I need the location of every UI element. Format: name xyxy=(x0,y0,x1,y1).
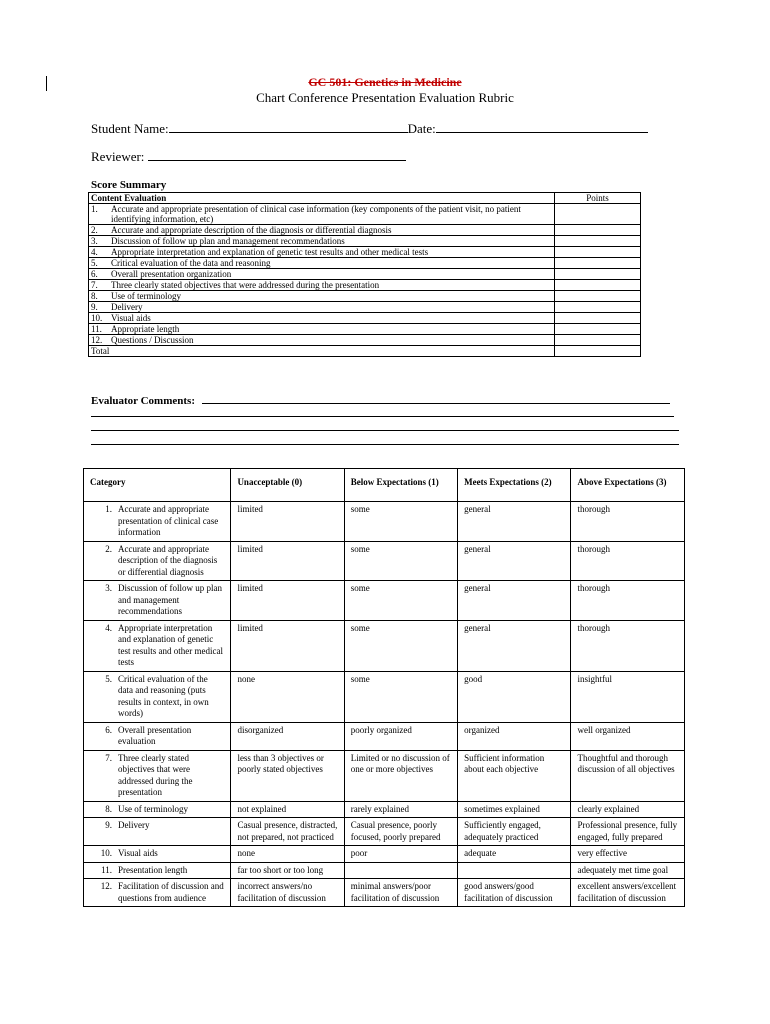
rubric-category-cell xyxy=(84,846,231,863)
summary-points-cell[interactable] xyxy=(555,204,641,225)
rubric-item-number: 5. xyxy=(105,673,112,684)
evaluator-comments-label: Evaluator Comments: xyxy=(91,395,195,407)
rubric-above-expectations-cell: Professional presence, fully engaged, fully prepared xyxy=(571,818,685,846)
rubric-unacceptable-cell: none xyxy=(231,671,344,722)
summary-total-row xyxy=(89,346,641,357)
rubric-item-number: 2. xyxy=(105,543,112,554)
rubric-item-number: 4. xyxy=(105,622,112,633)
rubric-category-text: Critical evaluation of the data and reasoning (puts results in context, in own words) xyxy=(118,673,209,718)
summary-item-text: Three clearly stated objectives that were addressed during the presentation xyxy=(109,280,555,291)
summary-item-text: Overall presentation organization xyxy=(109,269,555,280)
rubric-item-number: 10. xyxy=(100,848,112,858)
summary-row xyxy=(89,335,641,346)
summary-points-cell[interactable] xyxy=(555,225,641,236)
summary-row xyxy=(89,258,641,269)
summary-row xyxy=(89,247,641,258)
rubric-header-unacceptable: Unacceptable (0) xyxy=(231,469,344,502)
rubric-header-below-expectations: Below Expectations (1) xyxy=(344,469,457,502)
rubric-row xyxy=(84,502,685,542)
rubric-category-text: Accurate and appropriate presentation of clinical case information xyxy=(118,504,219,537)
summary-item-number: 12. xyxy=(89,335,110,346)
rubric-category-text: Three clearly stated objectives that were addressed during the presentation xyxy=(118,752,193,797)
total-points-cell[interactable] xyxy=(555,346,641,357)
rubric-above-expectations-cell: thorough xyxy=(571,581,685,621)
rubric-meets-expectations-cell: Sufficiently engaged, adequately practiced xyxy=(458,818,571,846)
summary-item-number: 9. xyxy=(89,302,110,313)
evaluator-comments-row xyxy=(91,395,195,407)
rubric-above-expectations-cell: well organized xyxy=(571,722,685,750)
rubric-row xyxy=(84,862,685,879)
rubric-item-number: 6. xyxy=(105,724,112,735)
summary-row xyxy=(89,280,641,291)
rubric-meets-expectations-cell: Sufficient information about each objective xyxy=(458,750,571,801)
rubric-below-expectations-cell: poorly organized xyxy=(344,722,457,750)
rubric-header-above-expectations: Above Expectations (3) xyxy=(571,469,685,502)
summary-row xyxy=(89,302,641,313)
summary-row xyxy=(89,204,641,225)
rubric-above-expectations-cell: thorough xyxy=(571,620,685,671)
rubric-header-category: Category xyxy=(84,469,231,502)
date-field[interactable] xyxy=(436,121,648,133)
rubric-meets-expectations-cell: good xyxy=(458,671,571,722)
rubric-below-expectations-cell: some xyxy=(344,541,457,581)
summary-row xyxy=(89,236,641,247)
summary-row xyxy=(89,291,641,302)
rubric-meets-expectations-cell: organized xyxy=(458,722,571,750)
rubric-category-text: Delivery xyxy=(118,820,150,830)
comments-line-1[interactable] xyxy=(202,403,670,404)
rubric-below-expectations-cell: some xyxy=(344,502,457,542)
summary-item-text: Critical evaluation of the data and reasoning xyxy=(109,258,555,269)
rubric-unacceptable-cell: Casual presence, distracted, not prepared, not practiced xyxy=(231,818,344,846)
summary-item-text: Appropriate interpretation and explanation of genetic test results and other medical tests xyxy=(109,247,555,258)
rubric-item-number: 8. xyxy=(105,803,112,814)
rubric-above-expectations-cell: adequately met time goal xyxy=(571,862,685,879)
rubric-row xyxy=(84,846,685,863)
rubric-row xyxy=(84,671,685,722)
rubric-row xyxy=(84,818,685,846)
summary-item-number: 3. xyxy=(89,236,110,247)
rubric-category-cell xyxy=(84,502,231,542)
rubric-below-expectations-cell: rarely explained xyxy=(344,801,457,818)
rubric-category-text: Presentation length xyxy=(118,864,188,875)
comments-line-3[interactable] xyxy=(91,430,679,431)
summary-item-text: Accurate and appropriate presentation of clinical case information (key components of the patient visit, no patient identifying information, etc) xyxy=(109,204,555,225)
summary-item-number: 1. xyxy=(89,204,110,225)
summary-item-number: 5. xyxy=(89,258,110,269)
rubric-unacceptable-cell: disorganized xyxy=(231,722,344,750)
rubric-category-cell xyxy=(84,671,231,722)
summary-row xyxy=(89,313,641,324)
rubric-item-number: 7. xyxy=(105,752,112,763)
summary-row xyxy=(89,324,641,335)
summary-header-row xyxy=(89,193,641,204)
rubric-row xyxy=(84,750,685,801)
total-label: Total xyxy=(89,346,555,357)
points-header: Points xyxy=(555,193,641,204)
rubric-meets-expectations-cell: good answers/good facilitation of discussion xyxy=(458,879,571,907)
rubric-unacceptable-cell: limited xyxy=(231,541,344,581)
document-subtitle: Chart Conference Presentation Evaluation Rubric xyxy=(256,90,514,105)
rubric-above-expectations-cell: insightful xyxy=(571,671,685,722)
summary-item-number: 4. xyxy=(89,247,110,258)
comments-line-2[interactable] xyxy=(91,416,674,417)
rubric-row xyxy=(84,801,685,818)
rubric-below-expectations-cell: minimal answers/poor facilitation of discussion xyxy=(344,879,457,907)
rubric-category-text: Accurate and appropriate description of the diagnosis or differential diagnosis xyxy=(118,543,218,577)
summary-item-text: Discussion of follow up plan and management recommendations xyxy=(109,236,555,247)
rubric-category-text: Overall presentation evaluation xyxy=(118,724,192,746)
rubric-item-number: 9. xyxy=(105,820,112,830)
date-label: Date: xyxy=(407,121,436,136)
rubric-meets-expectations-cell: general xyxy=(458,620,571,671)
rubric-item-number: 11. xyxy=(101,864,112,875)
rubric-below-expectations-cell: some xyxy=(344,620,457,671)
rubric-below-expectations-cell: poor xyxy=(344,846,457,863)
student-name-field[interactable] xyxy=(169,121,408,133)
rubric-row xyxy=(84,879,685,907)
rubric-unacceptable-cell: limited xyxy=(231,581,344,621)
rubric-meets-expectations-cell: sometimes explained xyxy=(458,801,571,818)
rubric-category-cell xyxy=(84,541,231,581)
rubric-below-expectations-cell: Limited or no discussion of one or more objectives xyxy=(344,750,457,801)
rubric-category-cell xyxy=(84,722,231,750)
rubric-category-text: Appropriate interpretation and explanation of genetic test results and other medical tests xyxy=(118,622,223,667)
summary-points-cell[interactable] xyxy=(555,313,641,324)
summary-points-cell[interactable] xyxy=(555,247,641,258)
rubric-category-cell xyxy=(84,581,231,621)
rubric-unacceptable-cell: far too short or too long xyxy=(231,862,344,879)
course-title: GC 501: Genetics in Medicine xyxy=(308,75,462,89)
rubric-item-number: 12. xyxy=(100,881,112,891)
rubric-item-number: 1. xyxy=(105,504,112,514)
summary-item-text: Visual aids xyxy=(109,313,555,324)
reviewer-label: Reviewer: xyxy=(91,149,145,164)
rubric-category-cell xyxy=(84,750,231,801)
rubric-below-expectations-cell: some xyxy=(344,671,457,722)
summary-item-text: Use of terminology xyxy=(109,291,555,302)
summary-points-cell[interactable] xyxy=(555,324,641,335)
rubric-unacceptable-cell: incorrect answers/no facilitation of discussion xyxy=(231,879,344,907)
content-evaluation-header: Content Evaluation xyxy=(89,193,555,204)
rubric-above-expectations-cell: very effective xyxy=(571,846,685,863)
rubric-category-text: Visual aids xyxy=(118,848,158,858)
summary-item-number: 8. xyxy=(89,291,110,302)
rubric-unacceptable-cell: limited xyxy=(231,502,344,542)
rubric-category-text: Use of terminology xyxy=(118,803,188,814)
rubric-item-number: 3. xyxy=(105,583,112,593)
rubric-category-text: Facilitation of discussion and questions from audience xyxy=(118,881,224,903)
rubric-meets-expectations-cell xyxy=(458,862,571,879)
rubric-meets-expectations-cell: general xyxy=(458,502,571,542)
rubric-category-cell xyxy=(84,801,231,818)
rubric-category-cell xyxy=(84,879,231,907)
summary-item-number: 6. xyxy=(89,269,110,280)
rubric-above-expectations-cell: thorough xyxy=(571,541,685,581)
summary-item-number: 7. xyxy=(89,280,110,291)
summary-points-cell[interactable] xyxy=(555,280,641,291)
summary-points-cell[interactable] xyxy=(555,236,641,247)
comments-line-4[interactable] xyxy=(91,444,679,445)
rubric-unacceptable-cell: none xyxy=(231,846,344,863)
rubric-above-expectations-cell: excellent answers/excellent facilitation of discussion xyxy=(571,879,685,907)
student-date-row xyxy=(91,121,648,137)
rubric-meets-expectations-cell: general xyxy=(458,581,571,621)
summary-points-cell[interactable] xyxy=(555,291,641,302)
rubric-header-meets-expectations: Meets Expectations (2) xyxy=(458,469,571,502)
rubric-above-expectations-cell: Thoughtful and thorough discussion of all objectives xyxy=(571,750,685,801)
summary-points-cell[interactable] xyxy=(555,258,641,269)
reviewer-row xyxy=(91,149,406,165)
rubric-header-row xyxy=(84,469,685,502)
summary-item-text: Questions / Discussion xyxy=(109,335,555,346)
rubric-row xyxy=(84,581,685,621)
summary-item-number: 10. xyxy=(89,313,110,324)
rubric-unacceptable-cell: not explained xyxy=(231,801,344,818)
summary-item-text: Delivery xyxy=(109,302,555,313)
rubric-above-expectations-cell: clearly explained xyxy=(571,801,685,818)
rubric-category-text: Discussion of follow up plan and management recommendations xyxy=(118,583,222,616)
summary-points-cell[interactable] xyxy=(555,269,641,280)
score-summary-table xyxy=(88,192,641,357)
student-name-label: Student Name: xyxy=(91,121,169,136)
score-summary-heading: Score Summary xyxy=(91,179,167,191)
summary-item-text: Accurate and appropriate description of the diagnosis or differential diagnosis xyxy=(109,225,555,236)
evaluation-rubric-table xyxy=(83,468,685,907)
summary-points-cell[interactable] xyxy=(555,335,641,346)
rubric-below-expectations-cell xyxy=(344,862,457,879)
summary-item-number: 11. xyxy=(89,324,110,335)
rubric-row xyxy=(84,722,685,750)
rubric-meets-expectations-cell: adequate xyxy=(458,846,571,863)
summary-points-cell[interactable] xyxy=(555,302,641,313)
summary-item-number: 2. xyxy=(89,225,110,236)
summary-row xyxy=(89,269,641,280)
summary-row xyxy=(89,225,641,236)
rubric-meets-expectations-cell: general xyxy=(458,541,571,581)
rubric-category-cell xyxy=(84,862,231,879)
rubric-unacceptable-cell: less than 3 objectives or poorly stated objectives xyxy=(231,750,344,801)
rubric-below-expectations-cell: Casual presence, poorly focused, poorly prepared xyxy=(344,818,457,846)
reviewer-field[interactable] xyxy=(148,149,406,161)
rubric-unacceptable-cell: limited xyxy=(231,620,344,671)
rubric-above-expectations-cell: thorough xyxy=(571,502,685,542)
rubric-below-expectations-cell: some xyxy=(344,581,457,621)
rubric-category-cell xyxy=(84,620,231,671)
rubric-row xyxy=(84,620,685,671)
rubric-row xyxy=(84,541,685,581)
summary-item-text: Appropriate length xyxy=(109,324,555,335)
rubric-category-cell xyxy=(84,818,231,846)
